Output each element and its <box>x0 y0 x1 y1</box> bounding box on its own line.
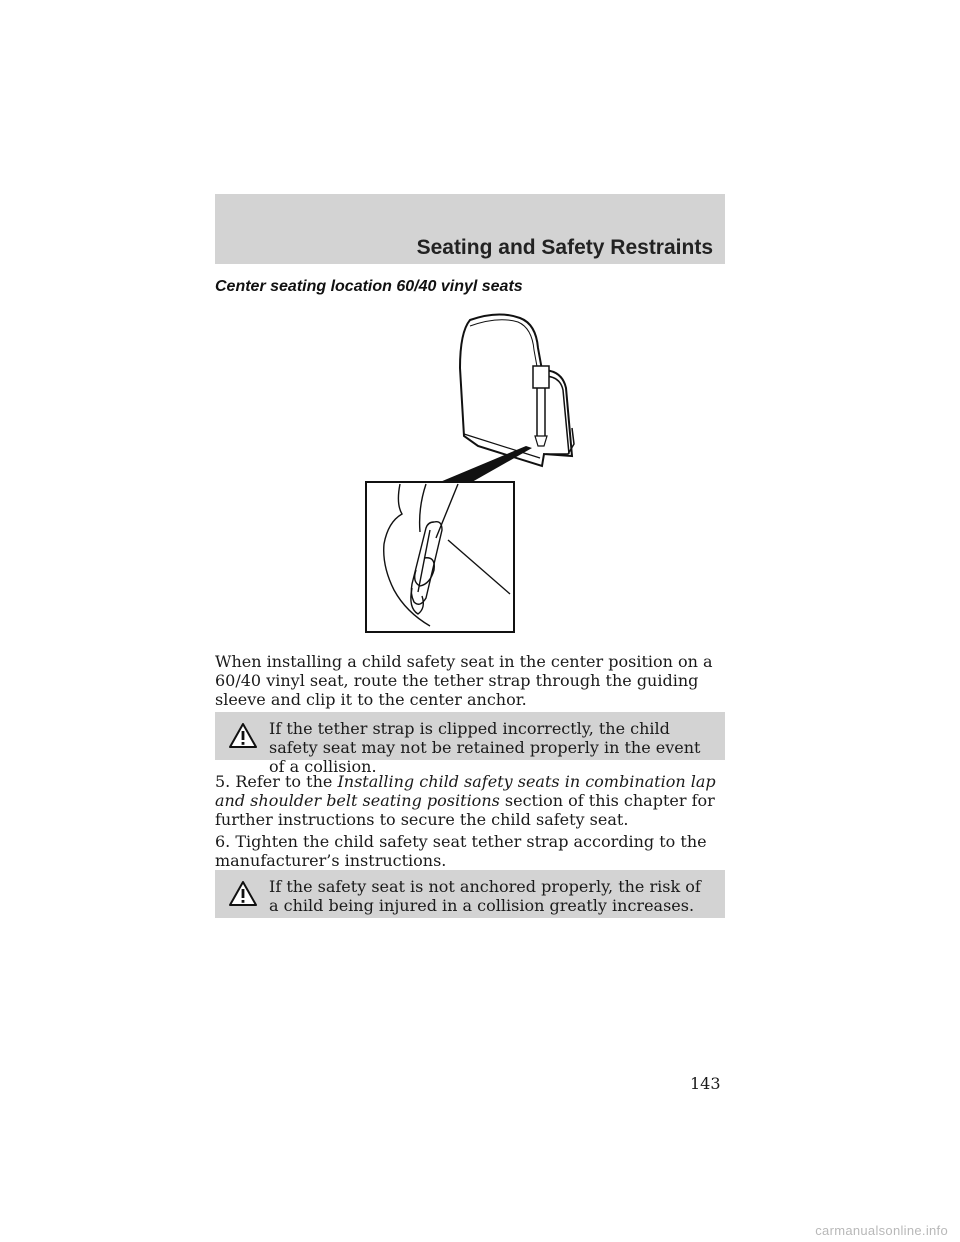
watermark-url[interactable]: carmanualsonline.info <box>815 1223 948 1238</box>
seat-tether-illustration <box>360 308 600 636</box>
warning-box <box>215 870 725 918</box>
warning-text: If the tether strap is clipped incorrectly, the child safety seat may not be retained properly in the event of a collision. <box>269 719 701 776</box>
section-reference: Installing child safety seats in combination lap and shoulder belt seating positions <box>215 772 716 810</box>
warning-box <box>215 712 725 776</box>
warning-text: If the safety seat is not anchored properly, the risk of a child being injured in a collision greatly increases. <box>269 877 701 915</box>
warning-triangle-icon <box>228 880 258 907</box>
intro-paragraph: When installing a child safety seat in the center position on a 60/40 vinyl seat, route the tether strap through the guiding sleeve and clip it to the center anchor. <box>215 652 713 709</box>
step-5-suffix: section of this chapter for further instructions to secure the child safety seat. <box>215 791 715 829</box>
step-5-prefix: 5. Refer to the <box>215 772 338 791</box>
callout-pointer <box>440 446 532 482</box>
step-6-paragraph: 6. Tighten the child safety seat tether strap according to the manufacturer’s instructions. <box>215 832 707 870</box>
section-title: Seating and Safety Restraints <box>416 236 713 259</box>
warning-triangle-icon <box>228 722 258 749</box>
step-5-paragraph <box>215 772 730 829</box>
guiding-sleeve <box>533 366 549 388</box>
seat-back-shape <box>460 314 572 466</box>
detail-inset <box>366 482 514 632</box>
page-number: 143 <box>690 1074 721 1093</box>
section-header <box>215 194 725 264</box>
subheading: Center seating location 60/40 vinyl seats <box>215 278 523 295</box>
